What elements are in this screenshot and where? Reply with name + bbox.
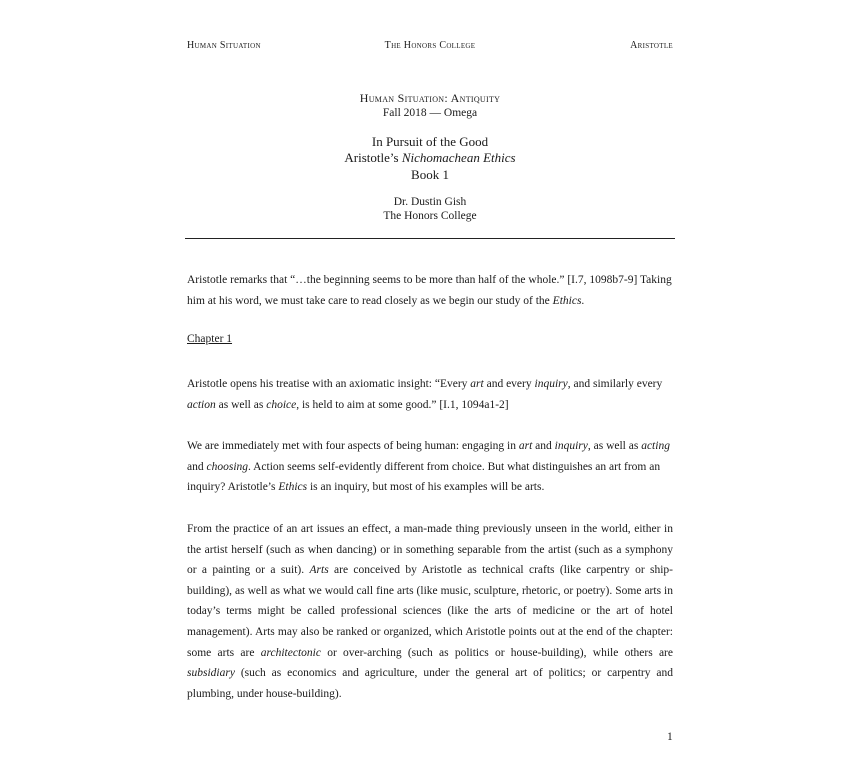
p2-text-b: and — [532, 440, 555, 452]
college: The Honors College — [383, 210, 477, 222]
title-block — [187, 90, 673, 223]
p1-inquiry: inquiry — [534, 378, 568, 390]
term: Fall 2018 — Omega — [382, 107, 478, 119]
work-prefix: Aristotle’s — [344, 150, 402, 165]
p1-text-e: , is held to aim at some good.” [I.1, 1094a1-2] — [296, 398, 509, 411]
course-title: Human Situation: Antiquity — [359, 91, 501, 105]
running-head-left: Human Situation — [187, 40, 261, 51]
intro-paragraph — [187, 270, 673, 311]
intro-ethics: Ethics — [552, 294, 582, 307]
p1-text-c: , and similarly every — [567, 378, 663, 390]
book-number: Book 1 — [411, 167, 449, 182]
p2-text-f: is an inquiry, but most of his examples will be arts. — [307, 481, 545, 494]
p2-text-c: , as well as — [587, 440, 642, 452]
paragraph-2 — [187, 436, 673, 498]
paragraph-1 — [187, 374, 673, 415]
p3-text-a: From the practice of an art issues an effect, a man-made thing previously unseen in the world, either in the artist herself (such as when dancing) or in something separable from the artist (such as a symphony or a painting or a suit). — [187, 523, 673, 577]
p2-ethics: Ethics — [278, 481, 308, 494]
chapter-heading: Chapter 1 — [187, 333, 233, 345]
p3-text-d: (such as economics and agriculture, under the general art of politics; or carpentry and plumbing, under house-building). — [187, 667, 673, 700]
p2-art: art — [518, 440, 533, 452]
horizontal-rule — [185, 238, 675, 239]
author: Dr. Dustin Gish — [393, 196, 467, 208]
intro-end: . — [581, 294, 585, 307]
intro-text: Aristotle remarks that “…the beginning seems to be more than half of the whole.” [I.7, 1098b7-9] Taking him at his word, we must take care to read closely as we begin our study of the — [187, 274, 672, 307]
p1-choice: choice — [266, 398, 297, 411]
p1-text-b: and every — [483, 378, 535, 390]
p1-art: art — [470, 378, 484, 390]
p3-subsidiary: subsidiary — [187, 667, 235, 680]
p1-action: action — [187, 398, 216, 411]
p1-text-a: Aristotle opens his treatise with an axiomatic insight: “Every — [187, 378, 471, 390]
running-head-right: Aristotle — [630, 40, 673, 51]
p2-acting: acting — [641, 440, 670, 452]
work-name: Nichomachean Ethics — [401, 150, 516, 165]
running-head-center: The Honors College — [384, 40, 476, 51]
page-number: 1 — [667, 731, 673, 743]
work-title — [187, 150, 673, 166]
p2-choosing: choosing — [206, 460, 249, 473]
p2-text-d: and — [187, 460, 207, 473]
p3-text-c: or over-arching (such as politics or house-building), while others are — [320, 646, 673, 659]
paragraph-3 — [187, 519, 673, 704]
p1-text-d: as well as — [215, 398, 267, 411]
p3-architectonic: architectonic — [260, 646, 321, 659]
lecture-title: In Pursuit of the Good — [371, 134, 489, 149]
p2-inquiry: inquiry — [554, 440, 588, 452]
p2-text-a: We are immediately met with four aspects of being human: engaging in — [187, 440, 519, 452]
p3-text-b: are conceived by Aristotle as technical crafts (like carpentry or ship-building), as well as what we would call fine arts (like music, sculpture, rhetoric, or poetry). Some arts in today’s terms might be called professional sciences (like the arts of medicine or the art of hotel management). Arts may also be ranked or organized, which Aristotle points out at the end of the chapter: some arts are — [187, 564, 673, 659]
p2-text-e: . Action seems self-evidently different from choice. But what distinguishes an art from an inquiry? Aristotle’s — [187, 460, 661, 494]
p3-arts: Arts — [309, 564, 329, 577]
